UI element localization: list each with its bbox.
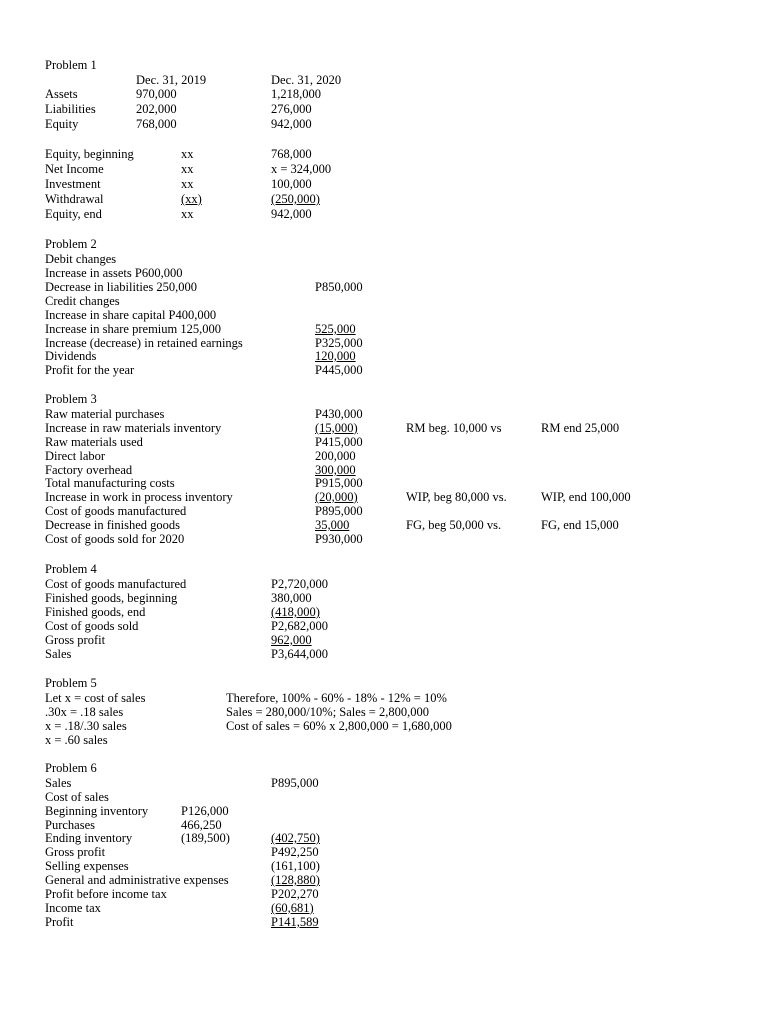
row-value: P492,250 [271, 845, 319, 859]
row-value: 525,000 [315, 322, 356, 336]
row-label: Cost of sales [45, 790, 109, 804]
row-label: Equity [45, 117, 79, 131]
equation-line: Cost of sales = 60% x 2,800,000 = 1,680,000 [226, 719, 452, 733]
problem-3-title: Problem 3 [45, 392, 97, 406]
row-value: P895,000 [315, 504, 363, 518]
row-label: Raw materials used [45, 435, 143, 449]
equation-line: x = .18/.30 sales [45, 719, 127, 733]
row-value: 100,000 [271, 177, 312, 191]
row-label: Finished goods, beginning [45, 591, 178, 605]
row-value: P2,682,000 [271, 619, 328, 633]
row-label: Cost of goods manufactured [45, 577, 187, 591]
row-label: Withdrawal [45, 192, 104, 206]
equation-line: Let x = cost of sales [45, 691, 146, 705]
problem-5-title: Problem 5 [45, 676, 97, 690]
row-label: Increase in work in process inventory [45, 490, 233, 504]
column-header-2019: Dec. 31, 2019 [136, 73, 207, 87]
row-value: P415,000 [315, 435, 363, 449]
row-note: FG, beg 50,000 vs. [406, 518, 502, 532]
value-2020: 942,000 [271, 117, 312, 131]
value-2019: 768,000 [136, 117, 177, 131]
problem-2-title: Problem 2 [45, 237, 97, 251]
row-value: (418,000) [271, 605, 320, 619]
row-value: P202,270 [271, 887, 319, 901]
row-label: Profit [45, 915, 74, 929]
row-label: Direct labor [45, 449, 106, 463]
row-label: Credit changes [45, 294, 120, 308]
row-label: Raw material purchases [45, 407, 165, 421]
row-label: Selling expenses [45, 859, 129, 873]
row-value: 35,000 [315, 518, 350, 532]
row-value: P915,000 [315, 476, 363, 490]
row-label: Cost of goods sold [45, 619, 139, 633]
row-value: P930,000 [315, 532, 363, 546]
row-label: General and administrative expenses [45, 873, 229, 887]
row-value: (161,100) [271, 859, 320, 873]
row-value: (402,750) [271, 831, 320, 845]
row-label: Liabilities [45, 102, 96, 116]
row-value: 120,000 [315, 349, 356, 363]
row-value: (250,000) [271, 192, 320, 206]
row-value: 200,000 [315, 449, 356, 463]
row-label: Profit for the year [45, 363, 135, 377]
row-value: 300,000 [315, 463, 356, 477]
row-label: Equity, beginning [45, 147, 134, 161]
row-value: x = 324,000 [271, 162, 332, 176]
row-label: Ending inventory [45, 831, 133, 845]
row-value: (20,000) [315, 490, 358, 504]
problem-4-title: Problem 4 [45, 562, 97, 576]
row-label: Dividends [45, 349, 97, 363]
row-note: WIP, beg 80,000 vs. [406, 490, 507, 504]
row-note: RM beg. 10,000 vs [406, 421, 502, 435]
row-label: Increase in assets P600,000 [45, 266, 183, 280]
placeholder-value: xx [181, 162, 194, 176]
row-label: Increase in share capital P400,000 [45, 308, 217, 322]
row-label: Total manufacturing costs [45, 476, 175, 490]
row-label: Equity, end [45, 207, 102, 221]
row-value: P850,000 [315, 280, 363, 294]
placeholder-value: xx [181, 207, 194, 221]
row-value: P2,720,000 [271, 577, 328, 591]
row-note: WIP, end 100,000 [541, 490, 631, 504]
row-value: 942,000 [271, 207, 312, 221]
row-value: (60,681) [271, 901, 314, 915]
row-label: Income tax [45, 901, 101, 915]
row-label: Finished goods, end [45, 605, 146, 619]
row-label: Increase in raw materials inventory [45, 421, 222, 435]
row-label: Sales [45, 776, 72, 790]
value-2020: 276,000 [271, 102, 312, 116]
row-label: Factory overhead [45, 463, 133, 477]
row-label: Sales [45, 647, 72, 661]
problem-6-title: Problem 6 [45, 761, 97, 775]
row-value: 380,000 [271, 591, 312, 605]
row-label: Gross profit [45, 845, 106, 859]
row-label: Increase (decrease) in retained earnings [45, 336, 243, 350]
row-note: FG, end 15,000 [541, 518, 619, 532]
row-subvalue: 466,250 [181, 818, 222, 832]
row-value: P445,000 [315, 363, 363, 377]
row-subvalue: P126,000 [181, 804, 229, 818]
equation-line: Therefore, 100% - 60% - 18% - 12% = 10% [226, 691, 447, 705]
row-value: 962,000 [271, 633, 312, 647]
value-2019: 970,000 [136, 87, 177, 101]
placeholder-value: (xx) [181, 192, 202, 206]
row-label: Debit changes [45, 252, 117, 266]
equation-line: Sales = 280,000/10%; Sales = 2,800,000 [226, 705, 429, 719]
row-value: 768,000 [271, 147, 312, 161]
row-value: P430,000 [315, 407, 363, 421]
row-label: Profit before income tax [45, 887, 167, 901]
row-value: P3,644,000 [271, 647, 328, 661]
equation-line: x = .60 sales [45, 733, 108, 747]
row-note: RM end 25,000 [541, 421, 620, 435]
placeholder-value: xx [181, 177, 194, 191]
value-2019: 202,000 [136, 102, 177, 116]
placeholder-value: xx [181, 147, 194, 161]
row-label: Purchases [45, 818, 95, 832]
row-label: Assets [45, 87, 78, 101]
equation-line: .30x = .18 sales [45, 705, 124, 719]
row-value: P325,000 [315, 336, 363, 350]
row-value: (15,000) [315, 421, 358, 435]
row-label: Gross profit [45, 633, 106, 647]
row-label: Cost of goods manufactured [45, 504, 187, 518]
value-2020: 1,218,000 [271, 87, 321, 101]
column-header-2020: Dec. 31, 2020 [271, 73, 342, 87]
row-value: P895,000 [271, 776, 319, 790]
row-label: Net Income [45, 162, 104, 176]
row-label: Cost of goods sold for 2020 [45, 532, 185, 546]
row-label: Beginning inventory [45, 804, 149, 818]
row-label: Investment [45, 177, 101, 191]
row-label: Increase in share premium 125,000 [45, 322, 221, 336]
problem-1-title: Problem 1 [45, 58, 97, 72]
row-label: Decrease in liabilities 250,000 [45, 280, 198, 294]
row-value: P141,589 [271, 915, 319, 929]
row-subvalue: (189,500) [181, 831, 230, 845]
row-label: Decrease in finished goods [45, 518, 181, 532]
row-value: (128,880) [271, 873, 320, 887]
